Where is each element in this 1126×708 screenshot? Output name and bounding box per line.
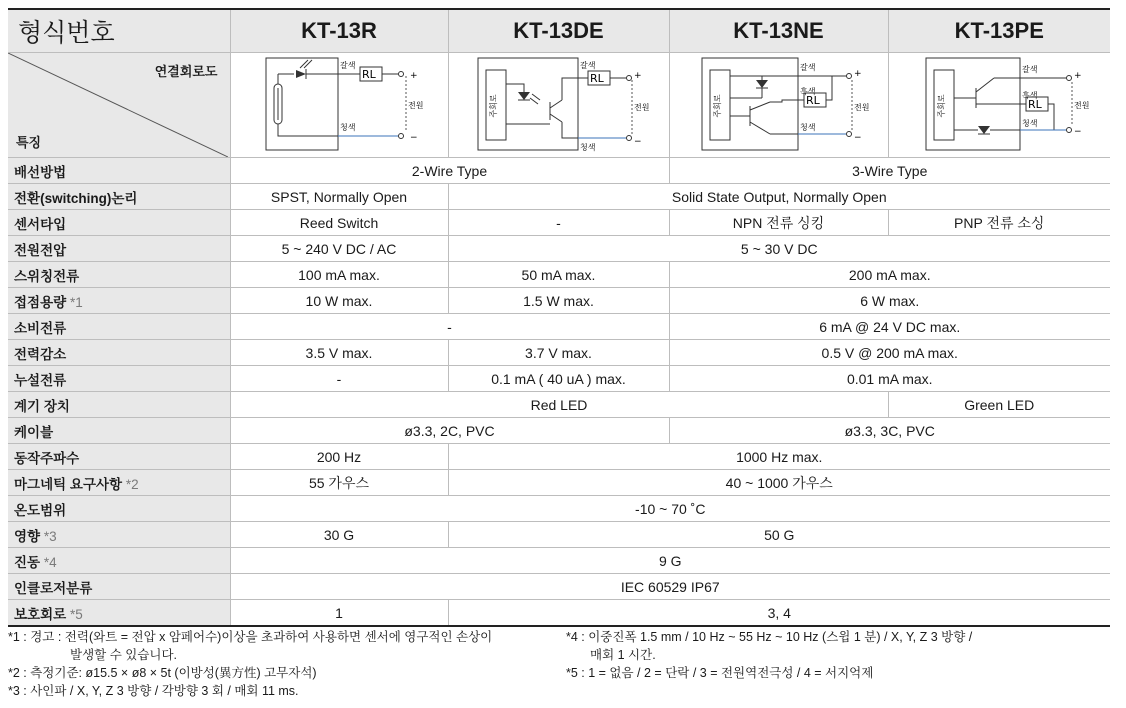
- wire-brown-text-ne: 갈색: [799, 62, 815, 72]
- shock-other: 50 G: [448, 522, 1110, 548]
- power-text-de: 전원: [633, 102, 649, 112]
- voltage-r: 5 ~ 240 V DC / AC: [230, 236, 448, 262]
- magnetic-other: 40 ~ 1000 가우스: [448, 470, 1110, 496]
- leak-label: 누설전류: [8, 366, 230, 392]
- leak-de: 0.1 mA ( 40 uA ) max.: [448, 366, 669, 392]
- protection-label-cell: [8, 600, 230, 627]
- freq-other: 1000 Hz max.: [448, 444, 1110, 470]
- drop-r: 3.5 V max.: [230, 340, 448, 366]
- feature-label: 특징: [16, 135, 42, 150]
- indicator-green: Green LED: [888, 392, 1110, 418]
- sensor-pe: PNP 전류 소싱: [888, 210, 1110, 236]
- logic-label: 전환(switching)논리: [8, 184, 230, 210]
- sensor-de: -: [448, 210, 669, 236]
- vibration-note: *4: [43, 554, 57, 570]
- drop-de: 3.7 V max.: [448, 340, 669, 366]
- load-text-pe: RL: [1028, 97, 1043, 111]
- model-kt13de: KT-13DE: [448, 9, 669, 53]
- protection-note: *5: [69, 606, 83, 622]
- wire-brown-text-pe: 갈색: [1022, 64, 1038, 74]
- vibration-row: [8, 548, 1110, 574]
- footnotes-left: [8, 628, 492, 700]
- magnetic-note: *2: [125, 476, 139, 492]
- sensor-label: 센서타입: [8, 210, 230, 236]
- voltage-label: 전원전압: [8, 236, 230, 262]
- circuit-kt13r: [230, 53, 448, 158]
- consumption-row: [8, 314, 1110, 340]
- cable-label: 케이블: [8, 418, 230, 444]
- vibration-value: 9 G: [230, 548, 1110, 574]
- temp-label: 온도범위: [8, 496, 230, 522]
- consumption-3wire: 6 mA @ 24 V DC max.: [669, 314, 1110, 340]
- voltage-other: 5 ~ 30 V DC: [448, 236, 1110, 262]
- main-circuit-text-pe: 주회로: [937, 93, 947, 118]
- sensor-row: [8, 210, 1110, 236]
- model-kt13pe: KT-13PE: [888, 9, 1110, 53]
- circuit-kt13pe: [888, 53, 1110, 158]
- footnote-1-cont: 발생할 수 있습니다.: [70, 648, 178, 662]
- vibration-label-cell: [8, 548, 230, 574]
- consumption-2wire: -: [230, 314, 669, 340]
- protection-other: 3, 4: [448, 600, 1110, 627]
- minus-text-pe: −: [1074, 126, 1082, 137]
- contact-other: 6 W max.: [669, 288, 1110, 314]
- drop-row: [8, 340, 1110, 366]
- contact-row: [8, 288, 1110, 314]
- plus-text-pe: +: [1074, 70, 1082, 81]
- wire-brown-text-r: 갈색: [340, 60, 356, 70]
- footnote-4-cont: 매회 1 시간.: [590, 648, 656, 662]
- shock-row: [8, 522, 1110, 548]
- enclosure-label: 인클로저분류: [8, 574, 230, 600]
- de-circuit-diagram: [454, 54, 664, 154]
- shock-label-cell: [8, 522, 230, 548]
- load-text-r: RL: [362, 67, 376, 81]
- plus-text-r: +: [410, 70, 418, 81]
- leak-other: 0.01 mA max.: [669, 366, 1110, 392]
- footnote-2: *2 : 측정기준: ø15.5 × ø8 × 5t (이방성(異方性) 고무자석): [8, 666, 317, 680]
- circuit-kt13ne: [669, 53, 888, 158]
- load-text-ne: RL: [805, 93, 820, 107]
- sensor-r: Reed Switch: [230, 210, 448, 236]
- spec-table: [8, 8, 1110, 627]
- magnetic-label-cell: [8, 470, 230, 496]
- load-text-de: RL: [589, 71, 604, 85]
- circuit-kt13de: [448, 53, 669, 158]
- logic-row: [8, 184, 1110, 210]
- power-text-ne: 전원: [853, 102, 869, 112]
- contact-label-cell: [8, 288, 230, 314]
- contact-note: *1: [69, 294, 83, 310]
- protection-r: 1: [230, 600, 448, 627]
- footnote-1: *1 : 경고 : 전력(와트 = 전압 x 암페어수)이상을 초과하여 사용하면 센서에 영구적인 손상이: [8, 630, 493, 644]
- wire-black-text-ne: 흑색: [799, 86, 815, 96]
- minus-text-de: −: [633, 136, 642, 147]
- temp-value: -10 ~ 70 ˚C: [230, 496, 1110, 522]
- logic-solid-state: Solid State Output, Normally Open: [448, 184, 1110, 210]
- switching-label: 스위칭전류: [8, 262, 230, 288]
- wiring-row: [8, 158, 1110, 184]
- pnp-circuit-diagram: [894, 54, 1104, 154]
- switching-r: 100 mA max.: [230, 262, 448, 288]
- minus-text-ne: −: [853, 132, 862, 143]
- npn-circuit-diagram: [674, 54, 884, 154]
- model-kt13r: KT-13R: [230, 9, 448, 53]
- contact-r: 10 W max.: [230, 288, 448, 314]
- plus-text-de: +: [633, 70, 642, 81]
- corner-cell: [8, 53, 230, 158]
- wire-blue-text-r: 청색: [340, 122, 356, 132]
- circuit-row: [8, 53, 1110, 158]
- vibration-label: 진동: [14, 554, 41, 570]
- cable-3c: ø3.3, 3C, PVC: [669, 418, 1110, 444]
- indicator-label: 계기 장치: [8, 392, 230, 418]
- power-text-pe: 전원: [1074, 100, 1090, 110]
- temp-row: [8, 496, 1110, 522]
- model-kt13ne: KT-13NE: [669, 9, 888, 53]
- cable-row: [8, 418, 1110, 444]
- enclosure-row: [8, 574, 1110, 600]
- main-circuit-text-de: 주회로: [488, 93, 498, 118]
- minus-text-r: −: [410, 132, 418, 143]
- contact-label: 접점용량: [14, 294, 67, 310]
- freq-label: 동작주파수: [8, 444, 230, 470]
- wiring-2wire: 2-Wire Type: [230, 158, 669, 184]
- contact-de: 1.5 W max.: [448, 288, 669, 314]
- footnotes-right: [566, 628, 972, 682]
- indicator-row: [8, 392, 1110, 418]
- freq-row: [8, 444, 1110, 470]
- protection-row: [8, 600, 1110, 627]
- magnetic-label: 마그네틱 요구사항: [14, 476, 123, 492]
- wire-blue-text-ne: 청색: [799, 122, 815, 132]
- magnetic-row: [8, 470, 1110, 496]
- cable-2c: ø3.3, 2C, PVC: [230, 418, 669, 444]
- enclosure-value: IEC 60529 IP67: [230, 574, 1110, 600]
- drop-other: 0.5 V @ 200 mA max.: [669, 340, 1110, 366]
- wire-blue-text-pe: 청색: [1022, 118, 1038, 128]
- header-row: [8, 9, 1110, 53]
- leak-r: -: [230, 366, 448, 392]
- reed-switch-circuit-diagram: [234, 54, 444, 154]
- power-text-r: 전원: [408, 100, 424, 110]
- footnote-5: *5 : 1 = 없음 / 2 = 단락 / 3 = 전원역전극성 / 4 = 서지억제: [566, 666, 874, 680]
- wire-black-text-pe: 흑색: [1022, 90, 1038, 100]
- indicator-red: Red LED: [230, 392, 888, 418]
- wiring-label: 배선방법: [8, 158, 230, 184]
- magnetic-r: 55 가우스: [230, 470, 448, 496]
- shock-label: 영향: [14, 528, 41, 544]
- logic-r: SPST, Normally Open: [230, 184, 448, 210]
- sensor-ne: NPN 전류 싱킹: [669, 210, 888, 236]
- circuit-diagram-label: 연결회로도: [154, 64, 218, 79]
- switching-other: 200 mA max.: [669, 262, 1110, 288]
- switching-de: 50 mA max.: [448, 262, 669, 288]
- model-label: 형식번호: [8, 9, 230, 53]
- voltage-row: [8, 236, 1110, 262]
- wire-blue-text-de: 청색: [579, 142, 595, 152]
- drop-label: 전력감소: [8, 340, 230, 366]
- footnote-3: *3 : 사인파 / X, Y, Z 3 방향 / 각방향 3 회 / 매회 11 ms.: [8, 684, 299, 698]
- wire-brown-text-de: 갈색: [579, 60, 595, 70]
- wiring-3wire: 3-Wire Type: [669, 158, 1110, 184]
- leak-row: [8, 366, 1110, 392]
- consumption-label: 소비전류: [8, 314, 230, 340]
- shock-r: 30 G: [230, 522, 448, 548]
- freq-r: 200 Hz: [230, 444, 448, 470]
- shock-note: *3: [43, 528, 57, 544]
- protection-label: 보호회로: [14, 606, 67, 622]
- main-circuit-text-ne: 주회로: [712, 93, 722, 118]
- footnote-4: *4 : 이중진폭 1.5 mm / 10 Hz ~ 55 Hz ~ 10 Hz (스윕 1 분) / X, Y, Z 3 방향 /: [566, 630, 973, 644]
- switching-row: [8, 262, 1110, 288]
- plus-text-ne: +: [853, 68, 862, 79]
